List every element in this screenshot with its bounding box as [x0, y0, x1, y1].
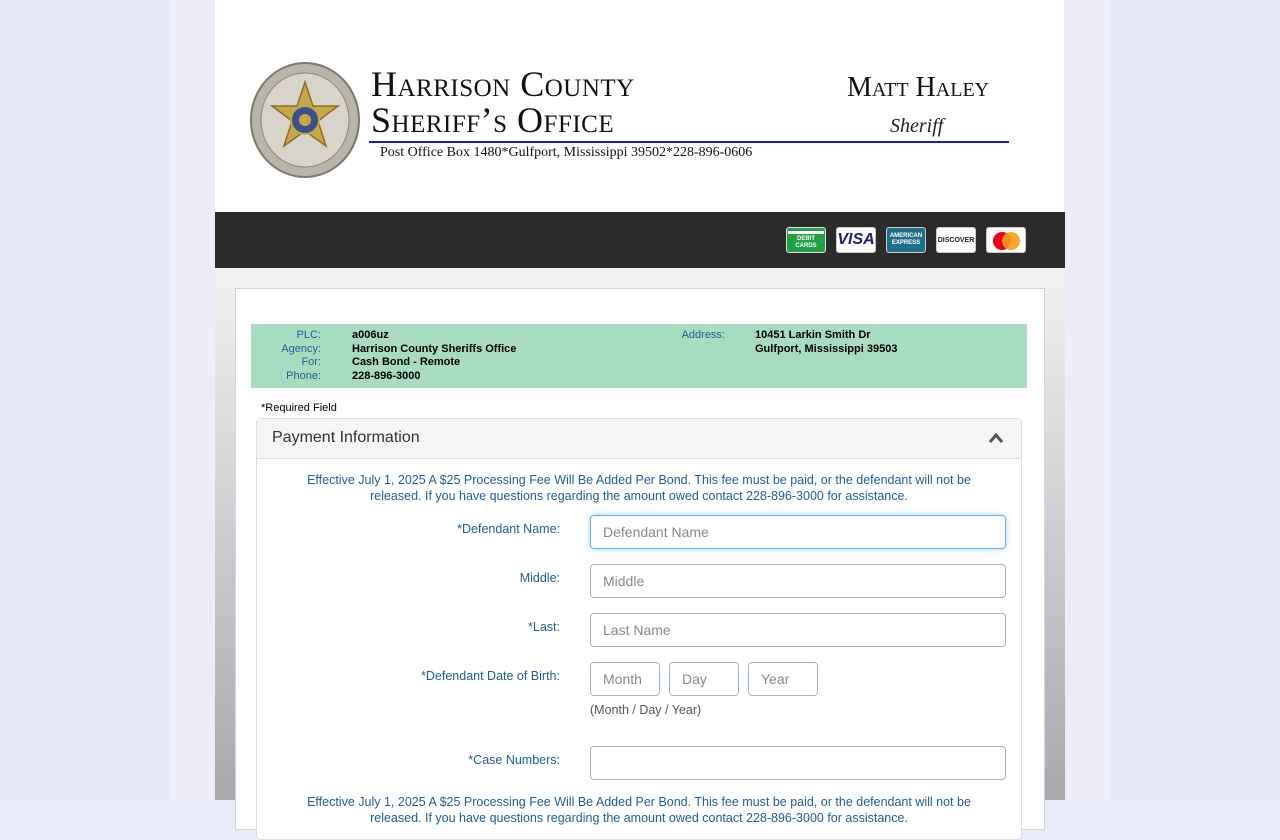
case-numbers-label: *Case Numbers: — [468, 753, 560, 767]
address-line1: 10451 Larkin Smith Dr — [755, 329, 871, 341]
processing-fee-notice: Effective July 1, 2025 A $25 Processing Fee Will Be Added Per Bond. This fee must be paid, or the defendant will not be released. If you have questions regarding the amount owed contact 228-896-3000 for assistance. — [307, 473, 971, 503]
phone-label: Phone: — [286, 369, 321, 382]
address-line2: Gulfport, Mississippi 39503 — [755, 342, 898, 355]
required-field-note: *Required Field — [261, 402, 337, 414]
phone-value: 228-896-3000 — [352, 369, 421, 382]
for-value: Cash Bond - Remote — [352, 356, 461, 369]
middle-name-input[interactable] — [590, 564, 1006, 598]
form-panel — [235, 288, 1045, 830]
plc-value: a006uz — [352, 329, 389, 341]
mastercard-icon — [986, 227, 1026, 253]
org-name-line1: Harrison County — [371, 64, 635, 104]
section-title: Payment Information — [272, 429, 420, 446]
chevron-up-icon[interactable] — [988, 431, 1004, 445]
sheriff-star-badge-icon — [250, 62, 360, 178]
debit-card-label: DEBIT CARDS — [795, 235, 817, 249]
visa-card-label: VISA — [837, 231, 875, 248]
sheriff-title: Sheriff — [890, 115, 944, 137]
debit-card-icon — [786, 227, 826, 253]
dob-year-input[interactable] — [748, 662, 818, 696]
middle-label: Middle: — [519, 571, 560, 585]
amex-card-icon — [886, 227, 926, 253]
header-address: Post Office Box 1480*Gulfport, Mississippi 39502*228-896-0606 — [380, 145, 753, 160]
header-rule — [369, 141, 1009, 143]
for-label: For: — [301, 356, 321, 369]
dob-day-input[interactable] — [669, 662, 739, 696]
payment-information-section — [256, 418, 1022, 840]
plc-label: PLC: — [296, 329, 321, 341]
agency-label: Agency: — [281, 342, 321, 355]
right-gutter — [1065, 0, 1110, 800]
dob-label: *Defendant Date of Birth: — [421, 669, 560, 683]
bond-info-box — [251, 324, 1027, 388]
org-name-line2: Sheriff’s Office — [371, 100, 615, 140]
discover-card-label: DISCOVER — [937, 236, 975, 244]
agency-value: Harrison County Sheriffs Office — [352, 342, 517, 355]
processing-fee-notice-repeat: Effective July 1, 2025 A $25 Processing Fee Will Be Added Per Bond. This fee must be paid, or the defendant will not be released. If you have questions regarding the amount owed contact 228-896-3000 for assistance. — [307, 795, 971, 825]
right-margin — [1110, 0, 1280, 800]
org-name — [371, 66, 635, 138]
amex-card-label: AMERICAN EXPRESS — [889, 233, 923, 246]
last-name-label: *Last: — [528, 620, 560, 634]
visa-card-icon — [836, 227, 876, 253]
left-margin — [0, 0, 170, 800]
content-background — [215, 268, 1065, 825]
sheriff-name: Matt Haley — [847, 72, 990, 103]
defendant-name-input[interactable] — [590, 515, 1006, 549]
section-header[interactable] — [257, 419, 1021, 459]
left-gutter — [170, 0, 215, 800]
dob-format-hint: (Month / Day / Year) — [590, 703, 702, 717]
dob-month-input[interactable] — [590, 662, 660, 696]
discover-card-icon — [936, 227, 976, 253]
payment-card-bar — [215, 212, 1065, 268]
page-container — [215, 0, 1065, 825]
address-label: Address: — [681, 329, 725, 341]
site-header — [215, 0, 1064, 212]
last-name-input[interactable] — [590, 613, 1006, 647]
defendant-name-label: *Defendant Name: — [457, 522, 560, 536]
case-numbers-input[interactable] — [590, 746, 1006, 780]
